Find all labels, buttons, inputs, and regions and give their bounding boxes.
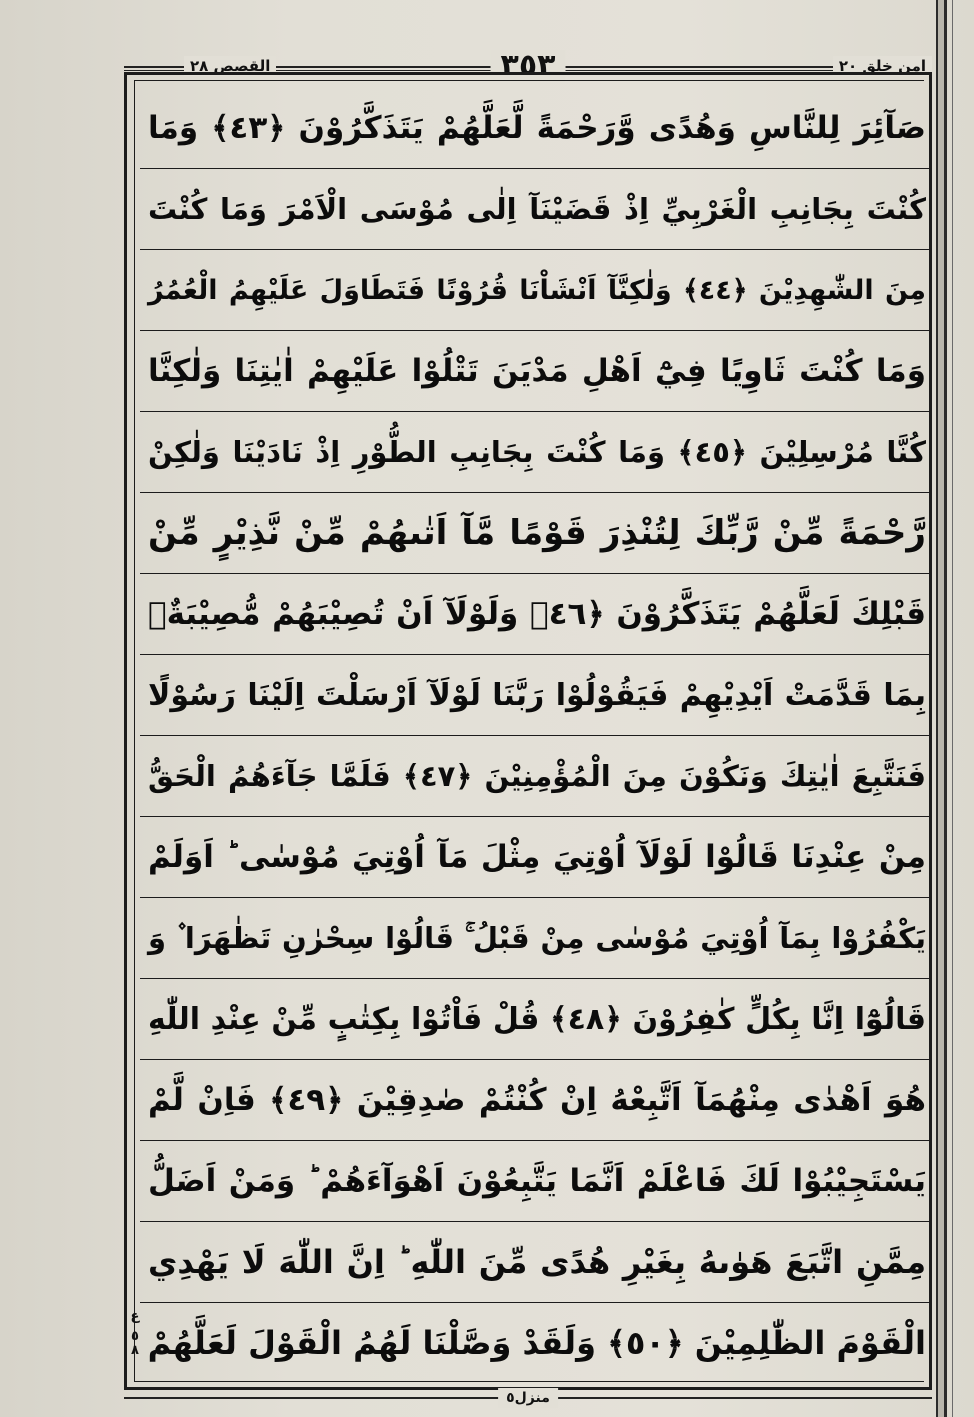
verse-line: يَسْتَجِيْبُوْا لَكَ فَاعْلَمْ اَنَّمَا يَتَّبِعُوْنَ اَهْوَآءَهُمْ ؕ وَمَنْ اَضَلُّ xyxy=(140,1141,930,1222)
verse-line: مِنَ الشّٰهِدِيْنَ ﴿٤٤﴾ وَلٰكِنَّآ اَنْشَاْنَا قُرُوْنًا فَتَطَاوَلَ عَلَيْهِمُ الْعُمُرُ xyxy=(140,250,930,331)
manzil-label: منزل٥ xyxy=(498,1388,558,1408)
verse-line: كُنَّا مُرْسِلِيْنَ ﴿٤٥﴾ وَمَا كُنْتَ بِجَانِبِ الطُّوْرِ اِذْ نَادَيْنَا وَلٰكِنْ xyxy=(140,412,930,493)
verse-line: صَآئِرَ لِلنَّاسِ وَهُدًى وَّرَحْمَةً لَّعَلَّهُمْ يَتَذَكَّرُوْنَ ﴿٤٣﴾ وَمَا xyxy=(140,88,930,169)
binding-edge-line xyxy=(944,0,947,1417)
para-label: امن خلق ٢٠ xyxy=(833,56,932,76)
verse-line: يَكْفُرُوْا بِمَآ اُوْتِيَ مُوْسٰى مِنْ قَبْلُ ۚ قَالُوْا سِحْرٰنِ تَظٰهَرَا ۫ وَ xyxy=(140,898,930,979)
binding-edge-line xyxy=(936,0,938,1417)
verse-line: الْقَوْمَ الظّٰلِمِيْنَ ﴿٥٠﴾ وَلَقَدْ وَصَّلْنَا لَهُمُ الْقَوْلَ لَعَلَّهُمْ xyxy=(147,1324,926,1362)
verse-line: كُنْتَ بِجَانِبِ الْغَرْبِيِّ اِذْ قَضَيْنَآ اِلٰى مُوْسَى الْاَمْرَ وَمَا كُنْتَ xyxy=(140,169,930,250)
verse-line: فَنَتَّبِعَ اٰيٰتِكَ وَنَكُوْنَ مِنَ الْمُؤْمِنِيْنَ ﴿٤٧﴾ فَلَمَّا جَآءَهُمُ الْحَقُّ xyxy=(140,736,930,817)
ruku-mark: ع xyxy=(130,1309,140,1324)
page-number: ٣٥٣ xyxy=(491,50,566,82)
verse-lines xyxy=(140,88,930,1384)
verse-line: مِنْ عِنْدِنَا قَالُوْا لَوْلَآ اُوْتِيَ مِثْلَ مَآ اُوْتِيَ مُوْسٰى ؕ اَوَلَمْ xyxy=(140,817,930,898)
verse-line: هُوَ اَهْدٰى مِنْهُمَآ اَتَّبِعْهُ اِنْ كُنْتُمْ صٰدِقِيْنَ ﴿٤٩﴾ فَاِنْ لَّمْ xyxy=(140,1060,930,1141)
verse-line: بِمَا قَدَّمَتْ اَيْدِيْهِمْ فَيَقُوْلُوْا رَبَّنَا لَوْلَآ اَرْسَلْتَ اِلَيْنَا رَسُوْلًا xyxy=(140,655,930,736)
surah-label: القصص ٢٨ xyxy=(184,56,276,76)
verse-line: قَالُوْٓا اِنَّا بِكُلٍّ كٰفِرُوْنَ ﴿٤٨﴾ قُلْ فَاْتُوْا بِكِتٰبٍ مِّنْ عِنْدِ اللّٰهِ xyxy=(140,979,930,1060)
binding-edge-line xyxy=(952,0,953,1417)
verse-line: رَّحْمَةً مِّنْ رَّبِّكَ لِتُنْذِرَ قَوْمًا مَّآ اَتٰىهُمْ مِّنْ نَّذِيْرٍ مِّنْ xyxy=(140,493,930,574)
verse-line: وَمَا كُنْتَ ثَاوِيًا فِيْٓ اَهْلِ مَدْيَنَ تَتْلُوْا عَلَيْهِمْ اٰيٰتِنَا وَلٰكِنَّا xyxy=(140,331,930,412)
ruku-numbers: ٥ ٨ xyxy=(131,1329,139,1358)
verse-line: مِمَّنِ اتَّبَعَ هَوٰىهُ بِغَيْرِ هُدًى مِّنَ اللّٰهِ ؕ اِنَّ اللّٰهَ لَا يَهْدِي xyxy=(140,1222,930,1303)
verse-line: قَبْلِكَ لَعَلَّهُمْ يَتَذَكَّرُوْنَ ﴿٤٦﴾ وَلَوْلَآ اَنْ تُصِيْبَهُمْ مُّصِيْبَةٌۢ xyxy=(140,574,930,655)
page-footer xyxy=(124,1388,932,1408)
